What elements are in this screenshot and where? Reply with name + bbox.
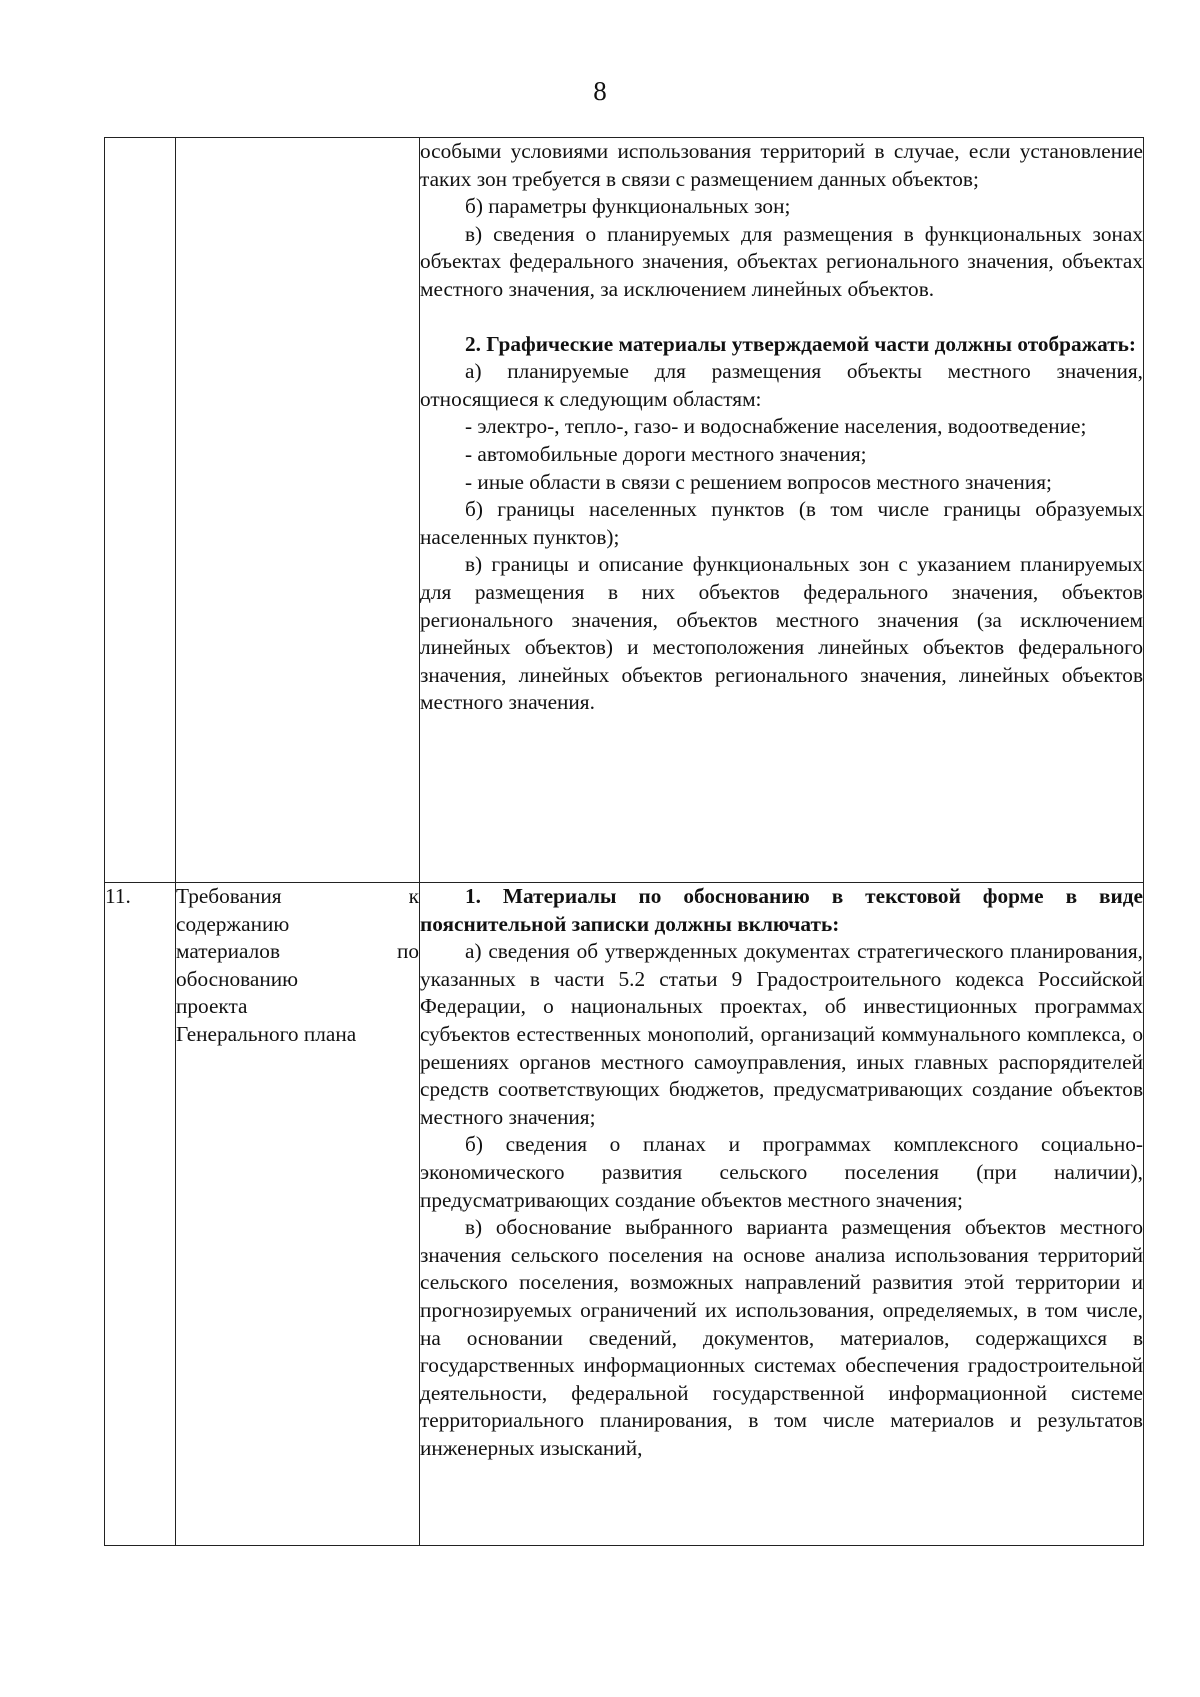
row-number-cell: [105, 138, 176, 883]
table-row: [105, 883, 1144, 1546]
row-label-line: Требования к: [176, 884, 419, 908]
section-heading: 2. Графические материалы утверждаемой части должны отображать:: [465, 331, 1137, 356]
row-content-cell: [420, 138, 1144, 883]
paragraph: б) границы населенных пунктов (в том числе границы образуемых населенных пунктов);: [420, 497, 1143, 549]
section-heading: 1. Материалы по обоснованию в текстовой форме в виде пояснительной записки должны включать:: [420, 884, 1143, 936]
paragraph: в) обоснование выбранного варианта размещения объектов местного значения сельского поселения на основе анализа использования территорий сельского поселения, возможных направлений развития этой территории и прогнозируемых ограничений их использования, определяемых, в том числе, на основании сведений, документов, материалов, содержащихся в государственных информационных системах обеспечения градостроительной деятельности, федеральной государственной информационной системе территориального планирования, в том числе материалов и результатов инженерных изысканий,: [420, 1215, 1143, 1460]
paragraph: в) границы и описание функциональных зон с указанием планируемых для размещения в них объектов федерального значения, объектов регионального значения, объектов местного значения (за исключением линейных объектов) и местоположения линейных объектов федерального значения, линейных объектов регионального значения, линейных объектов местного значения.: [420, 552, 1143, 715]
row-label-line: проекта: [176, 994, 248, 1019]
paragraph: а) планируемые для размещения объекты местного значения, относящиеся к следующим областям:: [420, 359, 1143, 411]
paragraph: в) сведения о планируемых для размещения в функциональных зонах объектах федерального значения, объектах регионального значения, объектах местного значения, за исключением линейных объектов.: [420, 221, 1143, 301]
row-label-line: содержанию: [176, 911, 290, 936]
paragraph: - автомобильные дороги местного значения;: [465, 441, 867, 466]
requirements-table: [104, 137, 1144, 1546]
paragraph: а) сведения об утвержденных документах стратегического планирования, указанных в части 5.2 статьи 9 Градостроительного кодекса Российской Федерации, о национальных проектах, об инвестиционных программах субъектов естественных монополий, организаций коммунального комплекса, о решениях органов местного самоуправления, иных главных распорядителей средств соответствующих бюджетов, предусматривающих создание объектов местного значения;: [420, 939, 1143, 1129]
paragraph: - электро-, тепло-, газо- и водоснабжение населения, водоотведение;: [465, 414, 1087, 439]
paragraph: б) параметры функциональных зон;: [465, 194, 791, 219]
row-label-line: обоснованию: [176, 966, 299, 991]
row-label-line: Генерального плана: [176, 1021, 357, 1046]
paragraph: - иные области в связи с решением вопросов местного значения;: [465, 469, 1052, 494]
row-label-cell: [176, 138, 420, 883]
row-content-cell: [420, 883, 1144, 1546]
page-number: 8: [593, 76, 607, 106]
row-label-line: материалов по: [176, 939, 419, 964]
paragraph: особыми условиями использования территорий в случае, если установление таких зон требуется в связи с размещением данных объектов;: [420, 139, 1143, 191]
paragraph: б) сведения о планах и программах комплексного социально-экономического развития сельского поселения (при наличии), предусматривающих создание объектов местного значения;: [420, 1132, 1143, 1212]
row-number-cell: 11.: [105, 883, 176, 1546]
table-row: [105, 138, 1144, 883]
row-label-cell: [176, 883, 420, 1546]
